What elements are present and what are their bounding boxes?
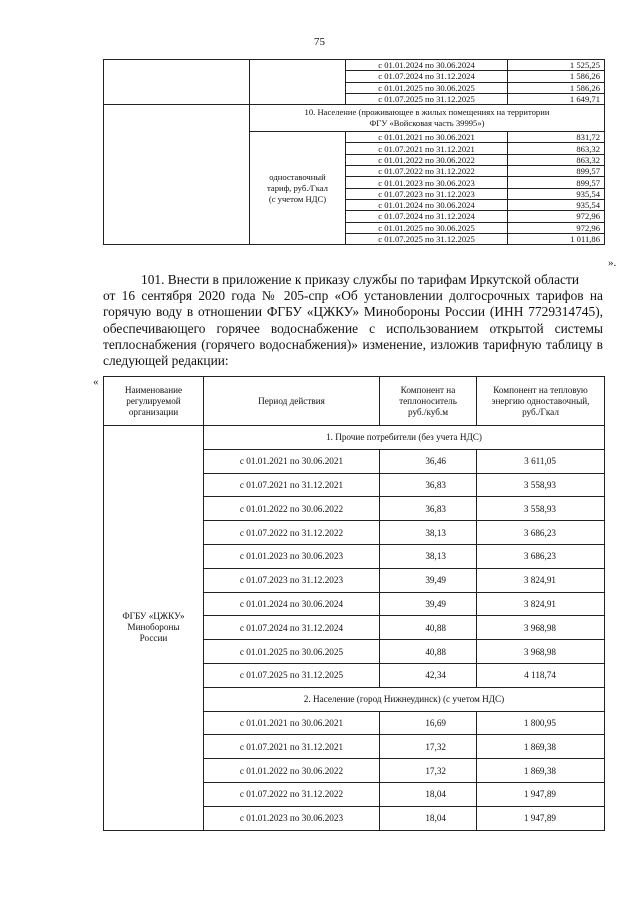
group-header: 1. Прочие потребители (без учета НДС) (204, 426, 605, 450)
organization-line: ФГБУ «ЦЖКУ» (122, 611, 185, 622)
period-cell: с 01.07.2021 по 31.12.2021 (204, 735, 380, 759)
table-row (104, 60, 605, 71)
heat-carrier-cell: 38,13 (380, 544, 477, 568)
heat-carrier-cell: 36,83 (380, 497, 477, 521)
tariff-table-continued (103, 59, 605, 245)
heat-carrier-cell: 18,04 (380, 782, 477, 806)
tariff-type-line: одноставочный (269, 171, 326, 182)
header-line: энергию одноставочный, (491, 395, 590, 406)
heat-carrier-cell: 36,46 (380, 449, 477, 473)
period-cell: с 01.01.2024 по 30.06.2024 (346, 199, 508, 210)
column-header-period: Период действия (204, 377, 380, 426)
closing-quote-mark: ». (608, 257, 617, 269)
period-cell: с 01.07.2022 по 31.12.2022 (204, 782, 380, 806)
value-cell: 972,96 (508, 222, 605, 233)
amendment-paragraph (103, 272, 603, 369)
organization-line: России (139, 633, 168, 644)
value-cell: 863,32 (508, 143, 605, 154)
column-header-organization (104, 377, 204, 426)
heat-carrier-cell: 39,49 (380, 568, 477, 592)
header-line: Компонент на (400, 384, 456, 395)
heat-energy-cell: 4 118,74 (477, 663, 605, 687)
heat-energy-cell: 3 558,93 (477, 473, 605, 497)
heat-energy-cell: 3 686,23 (477, 521, 605, 545)
heat-carrier-cell: 38,13 (380, 521, 477, 545)
period-cell: с 01.01.2021 по 30.06.2021 (346, 132, 508, 143)
group-header: 2. Население (город Нижнеудинск) (с учетом НДС) (204, 687, 605, 711)
period-cell: с 01.01.2025 по 30.06.2025 (346, 82, 508, 93)
value-cell: 935,54 (508, 199, 605, 210)
header-line: руб./куб.м (407, 406, 449, 417)
heat-carrier-cell: 39,49 (380, 592, 477, 616)
column-header-heat-carrier (380, 377, 477, 426)
period-cell: с 01.07.2024 по 31.12.2024 (204, 616, 380, 640)
heat-carrier-cell: 36,83 (380, 473, 477, 497)
header-line: Компонент на тепловую (493, 384, 588, 395)
period-cell: с 01.07.2025 по 31.12.2025 (204, 663, 380, 687)
header-line: организации (128, 406, 179, 417)
period-cell: с 01.01.2024 по 30.06.2024 (204, 592, 380, 616)
tariff-type-line: тариф, руб./Гкал (267, 182, 328, 193)
group-header (250, 105, 605, 132)
period-cell: с 01.07.2024 по 31.12.2024 (346, 211, 508, 222)
period-cell: с 01.01.2021 по 30.06.2021 (204, 449, 380, 473)
period-cell: с 01.07.2024 по 31.12.2024 (346, 71, 508, 82)
period-cell: с 01.07.2025 по 31.12.2025 (346, 233, 508, 244)
header-line: теплоноситель (399, 395, 457, 406)
period-cell: с 01.07.2022 по 31.12.2022 (346, 166, 508, 177)
heat-carrier-cell: 16,69 (380, 711, 477, 735)
organization-cell (104, 426, 204, 831)
header-line: руб./Гкал (522, 406, 559, 417)
period-cell: с 01.07.2021 по 31.12.2021 (346, 143, 508, 154)
value-cell: 899,57 (508, 166, 605, 177)
heat-energy-cell: 1 947,89 (477, 806, 605, 830)
paragraph-first-line: 101. Внести в приложение к приказу службы по тарифам Иркутской области (141, 272, 580, 287)
period-cell: с 01.01.2024 по 30.06.2024 (346, 60, 508, 71)
period-cell: с 01.01.2023 по 30.06.2023 (204, 544, 380, 568)
value-cell: 1 586,26 (508, 71, 605, 82)
heat-energy-cell: 1 869,38 (477, 759, 605, 783)
heat-energy-cell: 3 824,91 (477, 568, 605, 592)
heat-carrier-cell: 40,88 (380, 616, 477, 640)
empty-cell (104, 105, 250, 245)
period-cell: с 01.07.2025 по 31.12.2025 (346, 93, 508, 104)
page-number: 75 (314, 36, 325, 48)
tariff-type-cell (250, 132, 346, 245)
heat-carrier-cell: 42,34 (380, 663, 477, 687)
value-cell: 1 649,71 (508, 93, 605, 104)
group-header-line: ФГУ «Войсковая часть 39995») (369, 118, 485, 129)
period-cell: с 01.01.2022 по 30.06.2022 (204, 759, 380, 783)
group-header-row (104, 426, 605, 450)
header-line: Наименование (124, 384, 183, 395)
period-cell: с 01.01.2023 по 30.06.2023 (346, 177, 508, 188)
heat-energy-cell: 3 558,93 (477, 497, 605, 521)
heat-carrier-cell: 17,32 (380, 735, 477, 759)
period-cell: с 01.01.2021 по 30.06.2021 (204, 711, 380, 735)
period-cell: с 01.01.2022 по 30.06.2022 (346, 154, 508, 165)
heat-energy-cell: 3 824,91 (477, 592, 605, 616)
period-cell: с 01.01.2025 по 30.06.2025 (346, 222, 508, 233)
period-cell: с 01.07.2023 по 31.12.2023 (346, 188, 508, 199)
value-cell: 935,54 (508, 188, 605, 199)
period-cell: с 01.07.2022 по 31.12.2022 (204, 521, 380, 545)
heat-carrier-cell: 18,04 (380, 806, 477, 830)
column-header-heat-energy (477, 377, 605, 426)
value-cell: 972,96 (508, 211, 605, 222)
heat-energy-cell: 3 968,98 (477, 616, 605, 640)
value-cell: 831,72 (508, 132, 605, 143)
header-line: регулируемой (126, 395, 181, 406)
heat-carrier-cell: 17,32 (380, 759, 477, 783)
value-cell: 863,32 (508, 154, 605, 165)
table-header-row (104, 377, 605, 426)
organization-line: Минобороны (127, 622, 180, 633)
value-cell: 1 525,25 (508, 60, 605, 71)
period-cell: с 01.01.2022 по 30.06.2022 (204, 497, 380, 521)
period-cell: с 01.07.2023 по 31.12.2023 (204, 568, 380, 592)
empty-cell (104, 60, 250, 105)
heat-energy-cell: 3 686,23 (477, 544, 605, 568)
heat-energy-cell: 3 968,98 (477, 640, 605, 664)
opening-quote-mark: « (93, 376, 99, 388)
value-cell: 899,57 (508, 177, 605, 188)
heat-energy-cell: 1 869,38 (477, 735, 605, 759)
period-cell: с 01.07.2021 по 31.12.2021 (204, 473, 380, 497)
heat-carrier-cell: 40,88 (380, 640, 477, 664)
heat-energy-cell: 1 947,89 (477, 782, 605, 806)
heat-energy-cell: 3 611,05 (477, 449, 605, 473)
period-cell: с 01.01.2025 по 30.06.2025 (204, 640, 380, 664)
tariff-type-line: (с учетом НДС) (268, 193, 327, 204)
period-cell: с 01.01.2023 по 30.06.2023 (204, 806, 380, 830)
value-cell: 1 011,86 (508, 233, 605, 244)
value-cell: 1 586,26 (508, 82, 605, 93)
tariff-table (103, 376, 605, 831)
paragraph-body: от 16 сентября 2020 года № 205-спр «Об установлении долгосрочных тарифов на горячую воду в отношении ФГБУ «ЦЖКУ» Минобороны России (ИНН 7729314745), обеспечивающего горячее водоснабжение с использованием открытой системы теплоснабжения (горячего водоснабжения)» изменение, изложив тарифную таблицу в следующей редакции: (103, 288, 603, 369)
group-header-row (104, 105, 605, 132)
heat-energy-cell: 1 800,95 (477, 711, 605, 735)
group-header-line: 10. Население (проживающее в жилых помещениях на территории (304, 107, 550, 118)
empty-cell (250, 60, 346, 105)
